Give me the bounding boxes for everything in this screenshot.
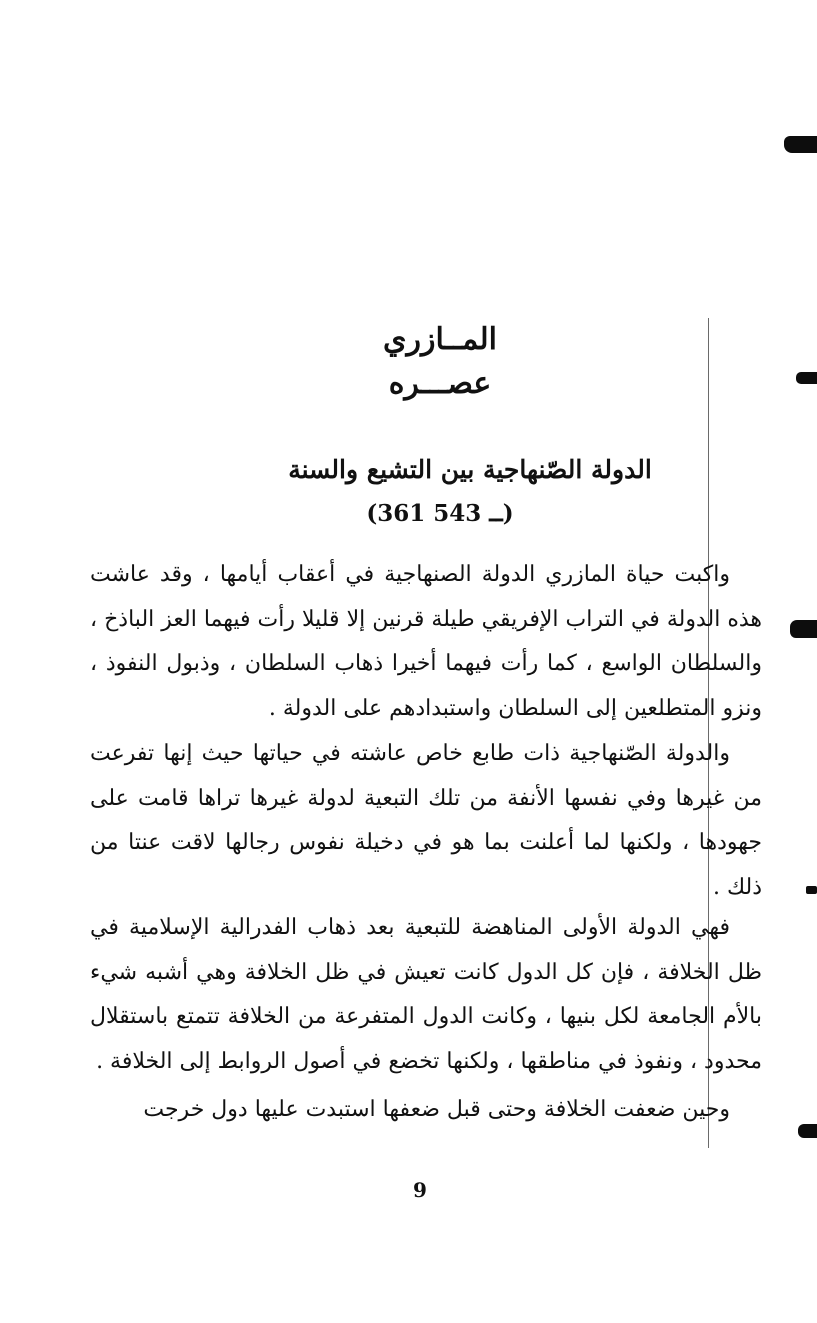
- paragraph: [90, 732, 762, 921]
- section-title: الدولة الصّنهاجية بين التشيع والسنة: [288, 455, 652, 484]
- paragraph: [90, 1088, 762, 1144]
- paragraph: [90, 553, 762, 742]
- scan-artifact: [796, 372, 817, 384]
- scan-artifact: [806, 886, 817, 894]
- page-number: 9: [413, 1178, 427, 1202]
- scan-artifact: [798, 1124, 817, 1138]
- paragraph-text: فهي الدولة الأولى المناهضة للتبعية بعد ذهاب الفدرالية الإسلامية في ظل الخلافة ، فإن كل الدول كانت تعيش في ظل الخلافة وهي أشبه شيء بالأم الجامعة لكل بنيها ، وكانت الدول المتفرعة من الخلافة تتمتع باستقلال محدود ، ونفوذ في مناطقها ، ولكنها تخضع في أصول الروابط إلى الخلافة .: [90, 915, 762, 1074]
- scan-artifact: [790, 620, 817, 638]
- author-heading: المــازري: [383, 322, 497, 357]
- scan-artifact: [784, 136, 817, 153]
- section-years: (361 ــ 543): [366, 500, 514, 527]
- era-heading: عصـــره: [388, 366, 492, 401]
- paragraph-text: وحين ضعفت الخلافة وحتى قبل ضعفها استبدت عليها دول خرجت: [143, 1097, 730, 1122]
- paragraph-text: والدولة الصّنهاجية ذات طابع خاص عاشته في حياتها حيث إنها تفرعت من غيرها وفي نفسها الأنفة من تلك التبعية لدولة غيرها تراها قامت على جهودها ، ولكنها لما أعلنت بما هو في دخيلة نفوس رجالها لاقت عنتا من ذلك .: [90, 741, 762, 900]
- paragraph: [90, 906, 762, 1095]
- paragraph-text: واكبت حياة المازري الدولة الصنهاجية في أعقاب أيامها ، وقد عاشت هذه الدولة في التراب الإفريقي طيلة قرنين إلا قليلا رأت فيهما العز الباذخ ، والسلطان الواسع ، كما رأت فيهما أخيرا ذهاب السلطان ، وذبول النفوذ ، ونزو المتطلعين إلى السلطان واستبدادهم على الدولة .: [90, 562, 762, 721]
